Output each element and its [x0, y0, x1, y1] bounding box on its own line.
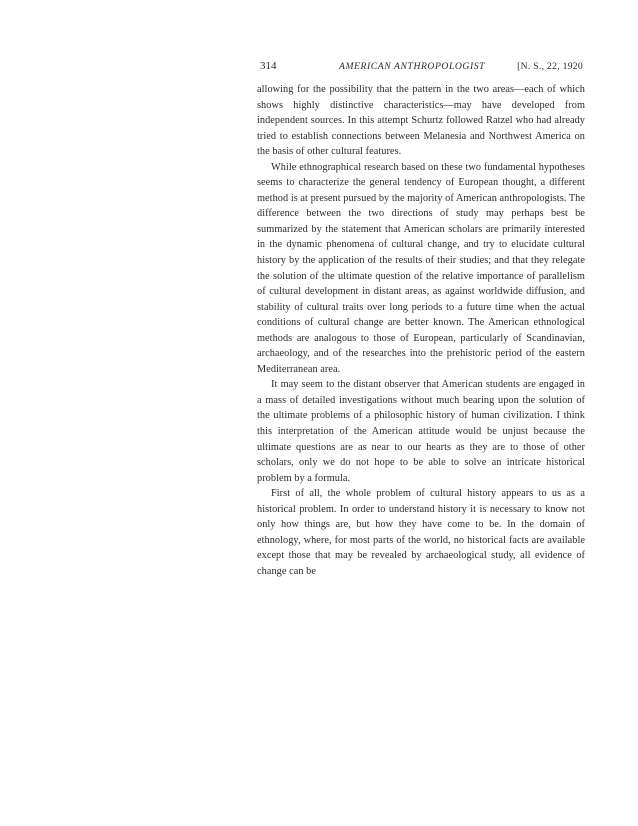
journal-title: AMERICAN ANTHROPOLOGIST: [339, 61, 486, 72]
page-number: 314: [260, 60, 277, 72]
series-info: [N. S., 22, 1920: [517, 61, 583, 72]
document-page: [257, 60, 585, 580]
body-text: [257, 82, 585, 580]
paragraph: It may seem to the distant observer that American students are engaged in a mass of detailed investigations without much bearing upon the solution of the ultimate problems of a philosophic history of human civilization. I think this interpretation of the American attitude would be unjust because the ultimate questions are as near to our hearts as they are to those of other scholars, only we do not hope to be able to solve an intricate historical problem by a formula.: [257, 379, 585, 484]
paragraph-continued: allowing for the possibility that the pattern in the two areas—each of which shows highly distinctive characteristics—may have developed from independent sources. In this attempt Schurtz followed Ratzel who had already tried to establish connections between Melanesia and Northwest America on the basis of other cultural features.: [257, 84, 585, 158]
paragraph: While ethnographical research based on these two fundamental hypotheses seems to characterize the general tendency of European thought, a different method is at present pursued by the majority of American anthropologists. The difference between the two directions of study may perhaps best be summarized by the statement that American scholars are primarily interested in the dynamic phenomena of cultural change, and try to elucidate cultural history by the application of the results of their studies; and that they relegate the solution of the ultimate question of the relative importance of parallelism of cultural development in distant areas, as against worldwide diffusion, and stability of cultural traits over long periods to a future time when the actual conditions of cultural change are better known. The American ethnological methods are analogous to those of European, particularly of Scandinavian, archaeology, and of the researches into the prehistoric period of the eastern Mediterranean area.: [257, 161, 585, 375]
running-head: [257, 60, 585, 78]
paragraph: First of all, the whole problem of cultural history appears to us as a historical problem. In order to understand history it is necessary to know not only how things are, but how they have come to be. In the domain of ethnology, where, for most parts of the world, no historical facts are available except those that may be revealed by archaeological study, all evidence of change can be: [257, 488, 585, 577]
